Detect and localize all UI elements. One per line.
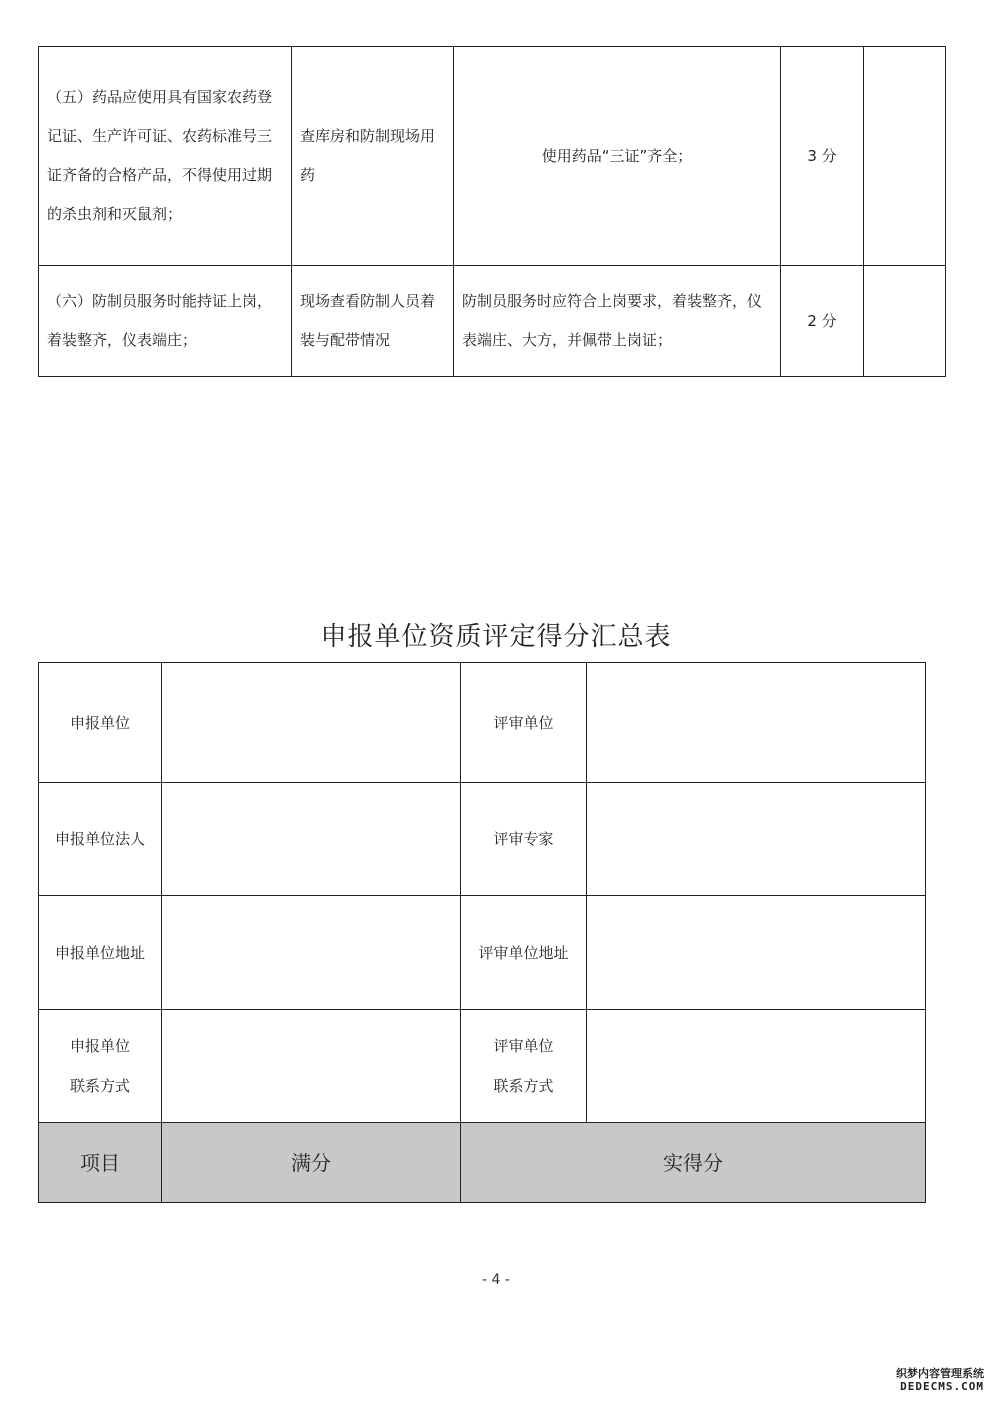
- review-unit-address-label: 评审单位地址: [461, 896, 587, 1010]
- applicant-legal-person-field[interactable]: [162, 783, 461, 896]
- table-row: [39, 896, 926, 1010]
- score-cell: 2 分: [781, 266, 864, 377]
- review-expert-field[interactable]: [587, 783, 926, 896]
- review-contact-field[interactable]: [587, 1010, 926, 1123]
- page-number: - 4 -: [482, 1272, 510, 1288]
- requirement-cell: （五）药品应使用具有国家农药登记证、生产许可证、农药标准号三证齐备的合格产品，不得使用过期的杀虫剂和灭鼠剂；: [39, 47, 292, 266]
- review-unit-field[interactable]: [587, 663, 926, 783]
- review-unit-label: 评审单位: [461, 663, 587, 783]
- requirement-cell: （六）防制员服务时能持证上岗，着装整齐，仪表端庄；: [39, 266, 292, 377]
- applicant-address-label: 申报单位地址: [39, 896, 162, 1010]
- summary-title: 申报单位资质评定得分汇总表: [320, 622, 672, 652]
- applicant-contact-field[interactable]: [162, 1010, 461, 1123]
- method-cell: 查库房和防制现场用药: [292, 47, 454, 266]
- summary-table: [38, 662, 926, 1203]
- watermark: [896, 1367, 984, 1393]
- table-row: [39, 47, 946, 266]
- table-row: [39, 266, 946, 377]
- actual-score-cell[interactable]: [864, 266, 946, 377]
- review-contact-label: [461, 1010, 587, 1123]
- watermark-line: DEDECMS.COM: [900, 1380, 984, 1393]
- review-unit-address-field[interactable]: [587, 896, 926, 1010]
- label-line: 评审单位: [493, 1037, 554, 1055]
- label-line: 申报单位: [69, 1037, 130, 1055]
- actual-score-cell[interactable]: [864, 47, 946, 266]
- applicant-unit-label: 申报单位: [39, 663, 162, 783]
- table-row: [39, 1010, 926, 1123]
- label-line: 联系方式: [493, 1077, 554, 1095]
- inspection-table: [38, 46, 946, 377]
- item-header: 项目: [39, 1123, 162, 1203]
- watermark-line: 织梦内容管理系统: [896, 1367, 984, 1380]
- standard-cell: 使用药品“三证”齐全；: [454, 47, 781, 266]
- applicant-contact-label: [39, 1010, 162, 1123]
- header-row: [39, 1123, 926, 1203]
- actual-score-header: 实得分: [461, 1123, 926, 1203]
- table-row: [39, 663, 926, 783]
- method-cell: 现场查看防制人员着装与配带情况: [292, 266, 454, 377]
- label-line: 联系方式: [69, 1077, 130, 1095]
- applicant-legal-person-label: 申报单位法人: [39, 783, 162, 896]
- applicant-unit-field[interactable]: [162, 663, 461, 783]
- table-row: [39, 783, 926, 896]
- applicant-address-field[interactable]: [162, 896, 461, 1010]
- full-score-header: 满分: [162, 1123, 461, 1203]
- standard-cell: 防制员服务时应符合上岗要求，着装整齐，仪表端庄、大方，并佩带上岗证；: [454, 266, 781, 377]
- review-expert-label: 评审专家: [461, 783, 587, 896]
- score-cell: 3 分: [781, 47, 864, 266]
